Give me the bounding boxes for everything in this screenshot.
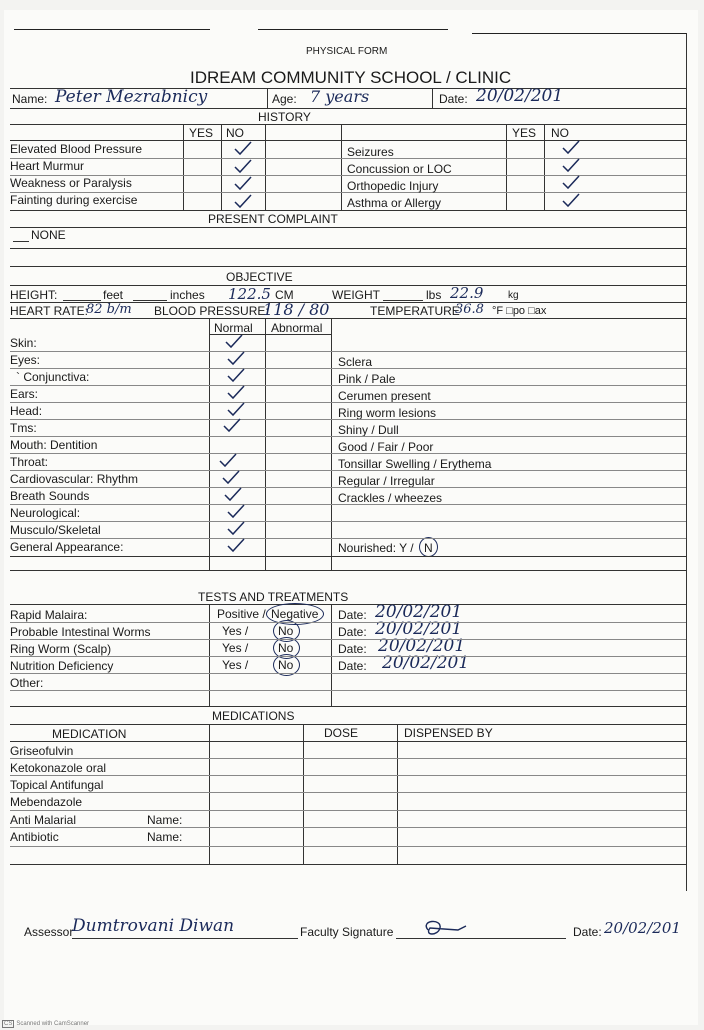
- rule: [10, 673, 686, 674]
- history-item: Seizures: [347, 145, 394, 159]
- test-date[interactable]: 20/02/201: [382, 653, 470, 673]
- rule: [10, 210, 686, 211]
- rule: [10, 248, 686, 249]
- assessor-signature[interactable]: Dumtrovani Diwan: [72, 916, 235, 936]
- check-mark-icon[interactable]: [221, 469, 241, 485]
- exam-item: Neurological:: [10, 506, 81, 520]
- test-date[interactable]: 20/02/201: [375, 619, 463, 639]
- test-options: Yes /: [222, 624, 249, 638]
- exam-note: Sclera: [338, 355, 373, 369]
- exam-note: Tonsillar Swelling / Erythema: [338, 457, 492, 471]
- test-date-label: Date:: [338, 642, 367, 656]
- inches-label: inches: [170, 288, 205, 302]
- date-label: Date:: [439, 92, 468, 106]
- check-mark-icon[interactable]: [233, 158, 253, 174]
- temperature-options: °F □po □ax: [492, 305, 547, 317]
- name-field-label: Name:: [147, 830, 183, 844]
- rule: [10, 108, 686, 109]
- exam-item: ` Conjunctiva:: [16, 370, 90, 384]
- test-selected[interactable]: No: [278, 641, 294, 655]
- check-mark-icon[interactable]: [561, 157, 581, 173]
- name-value[interactable]: Peter Mezrabnicy: [55, 87, 208, 107]
- test-date[interactable]: 20/02/201: [375, 602, 463, 622]
- check-mark-icon[interactable]: [223, 486, 243, 502]
- test-options: Yes /: [222, 658, 249, 672]
- rule: [10, 741, 686, 742]
- complaint-value[interactable]: NONE: [31, 228, 66, 242]
- history-item: Heart Murmur: [10, 159, 85, 173]
- dose-header: DOSE: [324, 726, 359, 740]
- test-label: Nutrition Deficiency: [10, 659, 114, 673]
- rule: [10, 351, 686, 352]
- rule: [397, 724, 398, 864]
- rule: [10, 570, 686, 571]
- assessor-label: Assessor: [24, 925, 74, 939]
- weight-label: WEIGHT: [332, 288, 380, 302]
- abnormal-header: Abnormal: [271, 321, 323, 335]
- weight-value[interactable]: 22.9: [450, 284, 484, 302]
- test-options: Positive /: [217, 607, 266, 621]
- rule: [10, 140, 686, 141]
- check-mark-icon[interactable]: [233, 175, 253, 191]
- objective-title: OBJECTIVE: [226, 270, 293, 284]
- check-mark-icon[interactable]: [222, 417, 242, 433]
- rule: [10, 656, 686, 657]
- check-mark-icon[interactable]: [226, 350, 246, 366]
- exam-note: Cerumen present: [338, 389, 431, 403]
- right-border: [686, 33, 687, 891]
- exam-item: General Appearance:: [10, 540, 124, 554]
- check-mark-icon[interactable]: [226, 503, 246, 519]
- no-header: NO: [226, 126, 244, 140]
- exam-note: Nourished: Y /: [338, 541, 414, 555]
- scanner-watermark: [2, 1020, 89, 1028]
- test-label: Probable Intestinal Worms: [10, 625, 151, 639]
- medication-item: Topical Antifungal: [10, 778, 104, 792]
- bp-label: BLOOD PRESSURE:: [154, 304, 269, 318]
- age-value[interactable]: 7 years: [310, 87, 370, 106]
- check-mark-icon[interactable]: [226, 520, 246, 536]
- temperature-value[interactable]: 36.8: [455, 302, 484, 317]
- rule: [10, 470, 686, 471]
- rule: [63, 300, 101, 301]
- nourished-selected[interactable]: N: [424, 541, 433, 555]
- heart-rate-value[interactable]: 82 b/m: [86, 302, 132, 317]
- rule: [10, 724, 686, 725]
- medication-item: Anti Malarial: [10, 813, 77, 827]
- test-date-label: Date:: [338, 659, 367, 673]
- test-selected[interactable]: No: [278, 658, 294, 672]
- school-title: IDREAM COMMUNITY SCHOOL / CLINIC: [190, 68, 512, 87]
- rule: [432, 88, 433, 108]
- yes-header: YES: [189, 126, 214, 140]
- rule: [506, 124, 507, 210]
- history-item: Weakness or Paralysis: [10, 176, 132, 190]
- bp-value[interactable]: 118 / 80: [263, 300, 330, 319]
- exam-item: Skin:: [10, 336, 37, 350]
- exam-note: Pink / Pale: [338, 372, 396, 386]
- name-label: Name:: [12, 92, 48, 106]
- complaint-title: PRESENT COMPLAINT: [208, 212, 338, 226]
- height-label: HEIGHT:: [10, 288, 58, 302]
- history-title: HISTORY: [258, 110, 311, 124]
- footer-date-value[interactable]: 20/02/201: [604, 919, 681, 937]
- check-mark-icon[interactable]: [226, 384, 246, 400]
- feet-label: feet: [103, 288, 124, 302]
- check-mark-icon[interactable]: [218, 452, 238, 468]
- exam-note: Crackles / wheezes: [338, 491, 443, 505]
- rule: [10, 436, 686, 437]
- rule: [265, 318, 266, 570]
- exam-item: Musculo/Skeletal: [10, 523, 101, 537]
- rule: [10, 504, 686, 505]
- history-item: Orthopedic Injury: [347, 179, 439, 193]
- rule: [10, 639, 686, 640]
- rule: [331, 318, 332, 570]
- exam-item: Throat:: [10, 455, 49, 469]
- test-selected[interactable]: No: [278, 624, 294, 638]
- history-item: Elevated Blood Pressure: [10, 142, 143, 156]
- rule: [303, 724, 304, 864]
- faculty-signature[interactable]: [418, 916, 478, 940]
- selection-circle: [419, 537, 438, 557]
- rule: [10, 368, 686, 369]
- rule: [383, 300, 423, 301]
- date-value[interactable]: 20/02/201: [476, 86, 564, 106]
- rule: [10, 266, 686, 267]
- rule: [10, 556, 686, 557]
- check-mark-icon[interactable]: [226, 367, 246, 383]
- top-rule: [14, 29, 210, 30]
- test-label: Rapid Malaira:: [10, 608, 88, 622]
- check-mark-icon[interactable]: [224, 333, 244, 349]
- history-item: Asthma or Allergy: [347, 196, 442, 210]
- top-rule: [472, 33, 686, 34]
- test-selected[interactable]: Negative: [271, 607, 319, 621]
- medication-item: Griseofulvin: [10, 744, 74, 758]
- exam-item: Eyes:: [10, 353, 41, 367]
- rule: [10, 810, 686, 811]
- check-mark-icon[interactable]: [561, 174, 581, 190]
- form-label: PHYSICAL FORM: [306, 46, 388, 57]
- exam-item: Tms:: [10, 421, 37, 435]
- rule: [10, 124, 686, 125]
- exam-note: Shiny / Dull: [338, 423, 399, 437]
- rule: [10, 385, 686, 386]
- rule: [209, 724, 210, 864]
- age-label: Age:: [272, 92, 297, 106]
- normal-header: Normal: [214, 321, 253, 335]
- test-date-label: Date:: [338, 608, 367, 622]
- medication-header: MEDICATION: [52, 727, 127, 741]
- exam-item: Cardiovascular: Rhythm: [10, 472, 139, 486]
- exam-note: Good / Fair / Poor: [338, 440, 434, 454]
- medication-item: Mebendazole: [10, 795, 83, 809]
- name-field-label: Name:: [147, 813, 183, 827]
- history-item: Concussion or LOC: [347, 162, 452, 176]
- rule: [10, 318, 686, 319]
- rule: [10, 604, 686, 605]
- heart-rate-label: HEART RATE:: [10, 304, 89, 318]
- rule: [10, 864, 686, 865]
- rule: [10, 538, 686, 539]
- rule: [10, 419, 686, 420]
- rule: [221, 124, 222, 210]
- check-mark-icon[interactable]: [561, 139, 581, 155]
- faculty-signature-label: Faculty Signature: [300, 925, 394, 939]
- check-mark-icon[interactable]: [561, 192, 581, 208]
- rule: [10, 792, 686, 793]
- medication-item: Antibiotic: [10, 830, 59, 844]
- no-header: NO: [551, 126, 569, 140]
- rule: [10, 402, 686, 403]
- rule: [13, 241, 29, 242]
- rule: [10, 690, 686, 691]
- yes-header: YES: [512, 126, 537, 140]
- lbs-label: lbs: [426, 288, 442, 302]
- height-value[interactable]: 122.5: [228, 285, 271, 303]
- test-date[interactable]: 20/02/201: [378, 636, 466, 656]
- check-mark-icon[interactable]: [233, 140, 253, 156]
- test-options: Yes /: [222, 641, 249, 655]
- medication-item: Ketokonazole oral: [10, 761, 107, 775]
- footer-date-label: Date:: [573, 925, 602, 939]
- exam-item: Mouth: Dentition: [10, 438, 98, 452]
- rule: [10, 827, 686, 828]
- exam-item: Head:: [10, 404, 43, 418]
- check-mark-icon[interactable]: [226, 401, 246, 417]
- rule: [10, 758, 686, 759]
- rule: [10, 521, 686, 522]
- test-label: Ring Worm (Scalp): [10, 642, 112, 656]
- temperature-label: TEMPERATURE: [370, 304, 460, 318]
- weight-unit: kg: [508, 290, 519, 301]
- test-label: Other:: [10, 676, 44, 690]
- rule: [209, 318, 210, 570]
- rule: [72, 938, 298, 939]
- history-item: Fainting during exercise: [10, 193, 138, 207]
- rule: [544, 124, 545, 210]
- test-date-label: Date:: [338, 625, 367, 639]
- check-mark-icon[interactable]: [226, 537, 246, 553]
- tests-title: TESTS AND TREATMENTS: [198, 590, 349, 604]
- exam-item: Breath Sounds: [10, 489, 90, 503]
- exam-item: Ears:: [10, 387, 39, 401]
- check-mark-icon[interactable]: [233, 193, 253, 209]
- rule: [10, 487, 686, 488]
- dispensed-header: DISPENSED BY: [404, 726, 493, 740]
- rule: [10, 622, 686, 623]
- rule: [10, 706, 686, 707]
- rule: [267, 88, 268, 108]
- height-unit: CM: [275, 288, 294, 302]
- rule: [265, 124, 266, 210]
- rule: [10, 227, 686, 228]
- scanner-text: Scanned with CamScanner: [16, 1021, 90, 1027]
- exam-note: Ring worm lesions: [338, 406, 437, 420]
- exam-note: Regular / Irregular: [338, 474, 435, 488]
- top-rule: [258, 29, 448, 30]
- rule: [10, 285, 686, 286]
- rule: [183, 124, 184, 210]
- rule: [133, 300, 167, 301]
- rule: [10, 775, 686, 776]
- scanner-badge: CS: [4, 1021, 13, 1027]
- medications-title: MEDICATIONS: [212, 709, 295, 723]
- rule: [10, 453, 686, 454]
- rule: [10, 846, 686, 847]
- rule: [341, 124, 342, 210]
